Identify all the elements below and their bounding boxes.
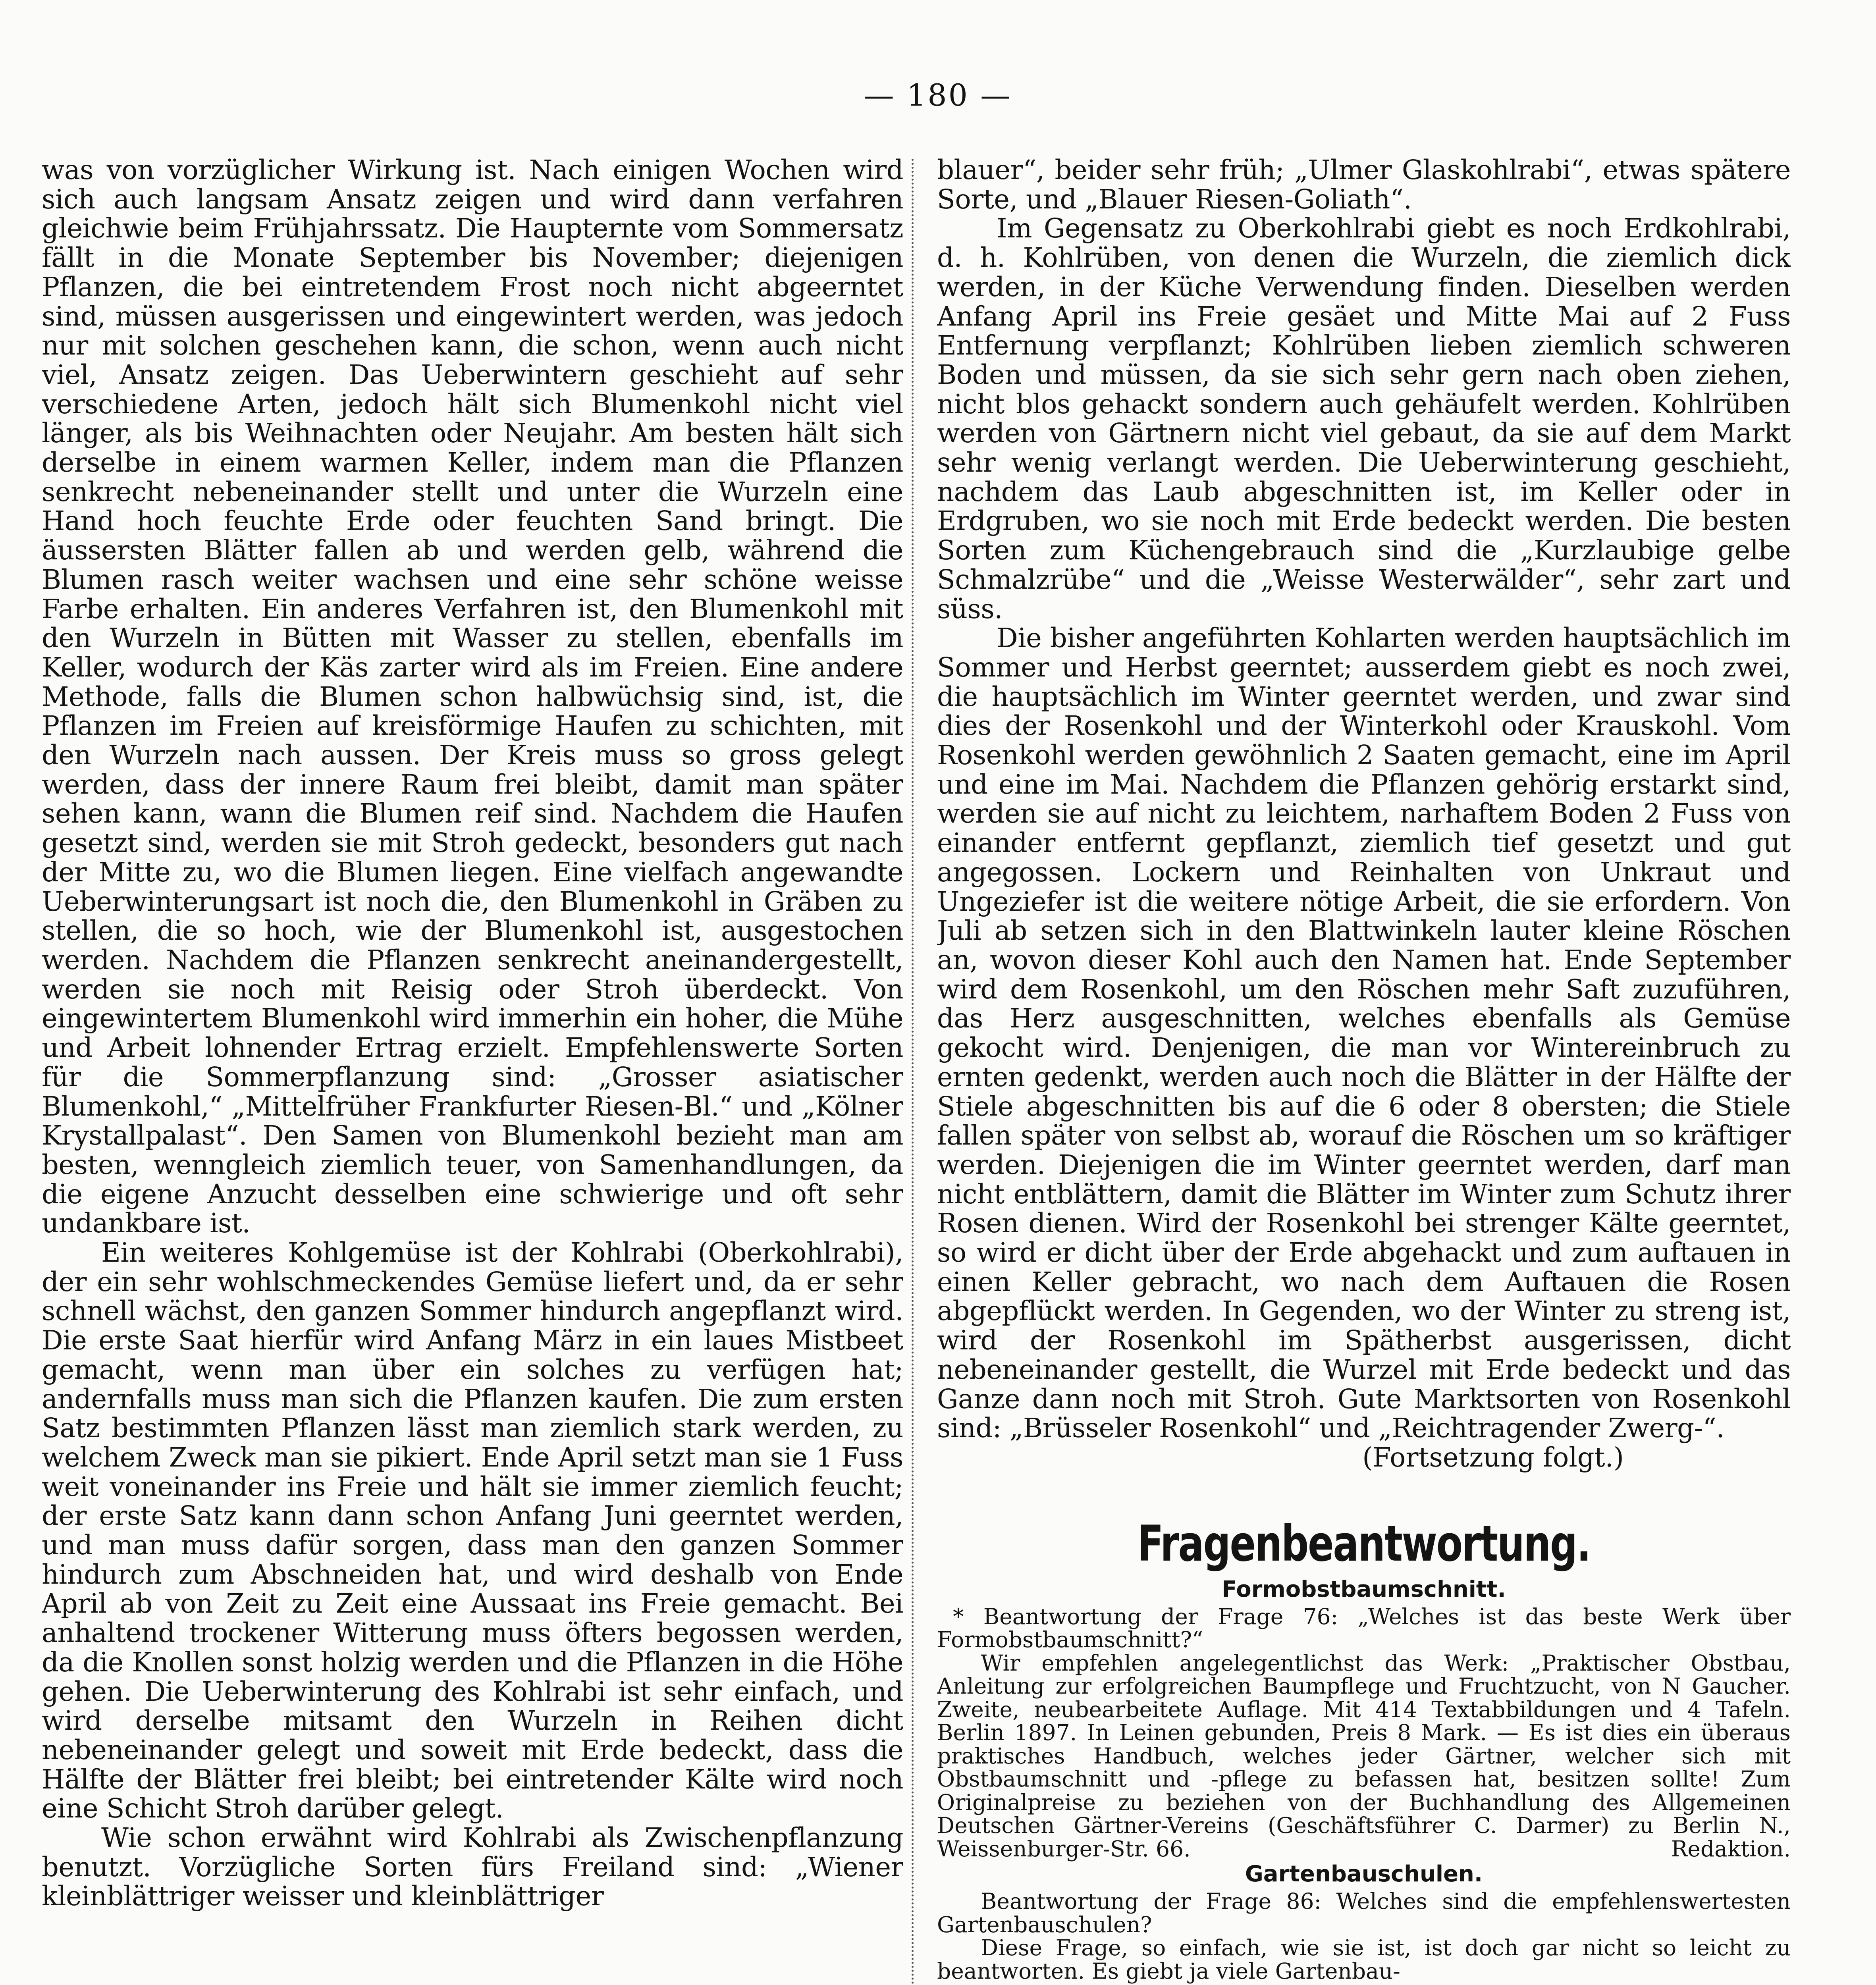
page-number: — 180 —: [864, 77, 1012, 113]
signoff: Redaktion.: [1671, 1836, 1791, 1862]
paragraph: Im Gegensatz zu Oberkohlrabi giebt es noch Erdkohlrabi, d. h. Kohlrüben, von denen die Wurzeln, die ziemlich dick werden, in der Küche Verwendung finden. Dieselben werden Anfang April ins Freie gesäet und Mitte Mai auf 2 Fuss Entfernung verpflanzt; Kohlrüben lieben ziemlich schweren Boden und müssen, da sie sich sehr gern nach oben ziehen, nicht blos gehackt sondern auch gehäufelt werden. Kohlrüben werden von Gärtnern nicht viel gebaut, da sie auf dem Markt sehr wenig verlangt werden. Die Ueberwinterung geschieht, nachdem das Laub abgeschnitten ist, im Keller oder in Erdgruben, wo sie noch mit Erde bedeckt werden. Die besten Sorten zum Küchengebrauch sind die „Kurzlaubige gelbe Schmalzrübe“ und die „Weisse Westerwälder“, sehr zart und süss.: [937, 213, 1791, 624]
section-heading: Fragenbeantwortung.: [1137, 1515, 1591, 1573]
paragraph: was von vorzüglicher Wirkung ist. Nach einigen Wochen wird sich auch langsam Ansatz zeigen und wird dann verfahren gleichwie beim Frühjahrssatz. Die Haupternte vom Sommersatz fällt in die Monate September bis November; diejenigen Pflanzen, die bei eintretendem Frost noch nicht abgeerntet sind, müssen ausgerissen und eingewintert werden, was jedoch nur mit solchen geschehen kann, die schon, wenn auch nicht viel, Ansatz zeigen. Das Ueberwintern geschieht auf sehr verschiedene Arten, jedoch hält sich Blumenkohl nicht viel länger, als bis Weihnachten oder Neujahr. Am besten hält sich derselbe in einem warmen Keller, indem man die Pflanzen senkrecht nebeneinander stellt und unter die Wurzeln eine Hand hoch feuchte Erde oder feuchten Sand bringt. Die äussersten Blätter fallen ab und werden gelb, während die Blumen rasch weiter wachsen und eine sehr schöne weisse Farbe erhalten. Ein anderes Verfahren ist, den Blumenkohl mit den Wurzeln in Bütten mit Wasser zu stellen, ebenfalls im Keller, wodurch der Käs zarter wird als im Freien. Eine andere Methode, falls die Blumen schon halbwüchsig sind, ist, die Pflanzen im Freien auf kreisförmige Haufen zu schichten, mit den Wurzeln nach aussen. Der Kreis muss so gross gelegt werden, dass der innere Raum frei bleibt, damit man später sehen kann, wann die Blumen reif sind. Nachdem die Haufen gesetzt sind, werden sie mit Stroh gedeckt, besonders gut nach der Mitte zu, wo die Blumen liegen. Eine vielfach angewandte Ueberwinterungsart ist noch die, den Blumenkohl in Gräben zu stellen, die so hoch, wie der Blumenkohl ist, ausgestochen werden. Nachdem die Pflanzen senkrecht aneinandergestellt, werden sie noch mit Reisig oder Stroh überdeckt. Von eingewintertem Blumenkohl wird immerhin ein hoher, die Mühe und Arbeit lohnender Ertrag erzielt. Empfehlenswerte Sorten für die Sommerpflanzung sind: „Grosser asiatischer Blumenkohl,“ „Mittelfrüher Frankfurter Riesen-Bl.“ und „Kölner Krystallpalast“. Den Samen von Blumenkohl bezieht man am besten, wenngleich ziemlich teuer, von Samenhandlungen, da die eigene Anzucht desselben eine schwierige und oft sehr undankbare ist.: [42, 156, 903, 1239]
question: Beantwortung der Frage 86: Welches sind die empfehlenswertesten Gartenbauschulen?: [937, 1889, 1791, 1937]
paragraph: Ein weiteres Kohlgemüse ist der Kohlrabi (Oberkohlrabi), der ein sehr wohlschmeckendes Gemüse liefert und, da er sehr schnell wächst, den ganzen Sommer hindurch angepflanzt wird. Die erste Saat hierfür wird Anfang März in ein laues Mistbeet gemacht, wenn man über ein solches zu verfügen hat; andernfalls muss man sich die Pflanzen kaufen. Die zum ersten Satz bestimmten Pflanzen lässt man ziemlich stark werden, zu welchem Zweck man sie pikiert. Ende April setzt man sie 1 Fuss weit voneinander ins Freie und hält sie immer ziemlich feucht; der erste Satz kann dann schon Anfang Juni geerntet werden, und man muss dafür sorgen, dass man den ganzen Sommer hindurch zum Abschneiden hat, und wird deshalb von Ende April ab von Zeit zu Zeit eine Aussaat ins Freie gemacht. Bei anhaltend trockener Witterung muss öfters begossen werden, da die Knollen sonst holzig werden und die Pflanzen in die Höhe gehen. Die Ueberwinterung des Kohlrabi ist sehr einfach, und wird derselbe mitsamt den Wurzeln in Reihen dicht nebeneinander gelegt und soweit mit Erde bedeckt, dass die Hälfte der Blätter frei bleibt; bei eintretender Kälte wird noch eine Schicht Stroh darüber gelegt.: [42, 1237, 903, 1824]
answer: [937, 1652, 1791, 1861]
sub-heading: Formobstbaumschnitt.: [1222, 1576, 1506, 1602]
continued-note: (Fortsetzung folgt.): [1362, 1442, 1624, 1473]
right-column: [937, 156, 1791, 1985]
column-divider: [912, 159, 914, 1985]
sub-heading: Gartenbauschulen.: [1245, 1861, 1483, 1887]
answer: Diese Frage, so einfach, wie sie ist, ist doch gar nicht so leicht zu beantworten. Es giebt ja viele Gartenbau-: [937, 1935, 1791, 1984]
question: * Beantwortung der Frage 76: „Welches ist das beste Werk über Formobstbaumschnitt?“: [937, 1603, 1791, 1653]
left-column: [42, 156, 903, 1985]
paragraph: Wie schon erwähnt wird Kohlrabi als Zwischenpflanzung benutzt. Vorzügliche Sorten fürs Freiland sind: „Wiener kleinblättriger weisser und kleinblättriger: [42, 1822, 903, 1912]
paragraph: Die bisher angeführten Kohlarten werden hauptsächlich im Sommer und Herbst geerntet; ausserdem giebt es noch zwei, die hauptsächlich im Winter geerntet werden, und zwar sind dies der Rosenkohl und der Winterkohl oder Krauskohl. Vom Rosenkohl werden gewöhnlich 2 Saaten gemacht, eine im April und eine im Mai. Nachdem die Pflanzen gehörig erstarkt sind, werden sie auf nicht zu leichtem, narhaftem Boden 2 Fuss von einander entfernt gepflanzt, ziemlich tief gesetzt und gut angegossen. Lockern und Reinhalten von Unkraut und Ungeziefer ist die weitere nötige Arbeit, die sie erfordern. Von Juli ab setzen sich in den Blattwinkeln lauter kleine Röschen an, wovon dieser Kohl auch den Namen hat. Ende September wird dem Rosenkohl, um den Röschen mehr Saft zuzuführen, das Herz ausgeschnitten, welches ebenfalls als Gemüse gekocht wird. Denjenigen, die man vor Wintereinbruch zu ernten gedenkt, werden auch noch die Blätter in der Hälfte der Stiele abgeschnitten bis auf die 6 oder 8 obersten; die Stiele fallen später von selbst ab, worauf die Röschen um so kräftiger werden. Diejenigen die im Winter geerntet werden, darf man nicht entblättern, damit die Blätter im Winter zum Schutz ihrer Rosen dienen. Wird der Rosenkohl bei strenger Kälte geerntet, so wird er dicht über der Erde abgehackt und zum auftauen in einen Keller gebracht, wo nach dem Auftauen die Rosen abgepflückt werden. In Gegenden, wo der Winter zu streng ist, wird der Rosenkohl im Spätherbst ausgerissen, dicht nebeneinander gestellt, die Wurzel mit Erde bedeckt und das Ganze dann noch mit Stroh. Gute Marktsorten von Rosenkohl sind: „Brüsseler Rosenkohl“ und „Reichtragender Zwerg-“.: [937, 622, 1791, 1444]
paragraph: blauer“, beider sehr früh; „Ulmer Glaskohlrabi“, etwas spätere Sorte, und „Blauer Riesen-Goliath“.: [937, 156, 1791, 215]
answer-text: Wir empfehlen angelegentlichst das Werk: „Praktischer Obstbau, Anleitung zur erfolgreichen Baumpflege und Fruchtzucht, von N Gaucher. Zweite, neubearbeitete Auflage. Mit 414 Textabbildungen und 4 Tafeln. Berlin 1897. In Leinen gebunden, Preis 8 Mark. — Es ist dies ein überaus praktisches Handbuch, welches jeder Gärtner, welcher sich mit Obstbaumschnitt und -pflege zu befassen hat, besitzen sollte! Zum Originalpreise zu beziehen von der Buchhandlung des Allgemeinen Deutschen Gärtner-Vereins (Geschäftsführer C. Darmer) zu Berlin N., Weissenburger-Str. 66.: [937, 1650, 1791, 1862]
